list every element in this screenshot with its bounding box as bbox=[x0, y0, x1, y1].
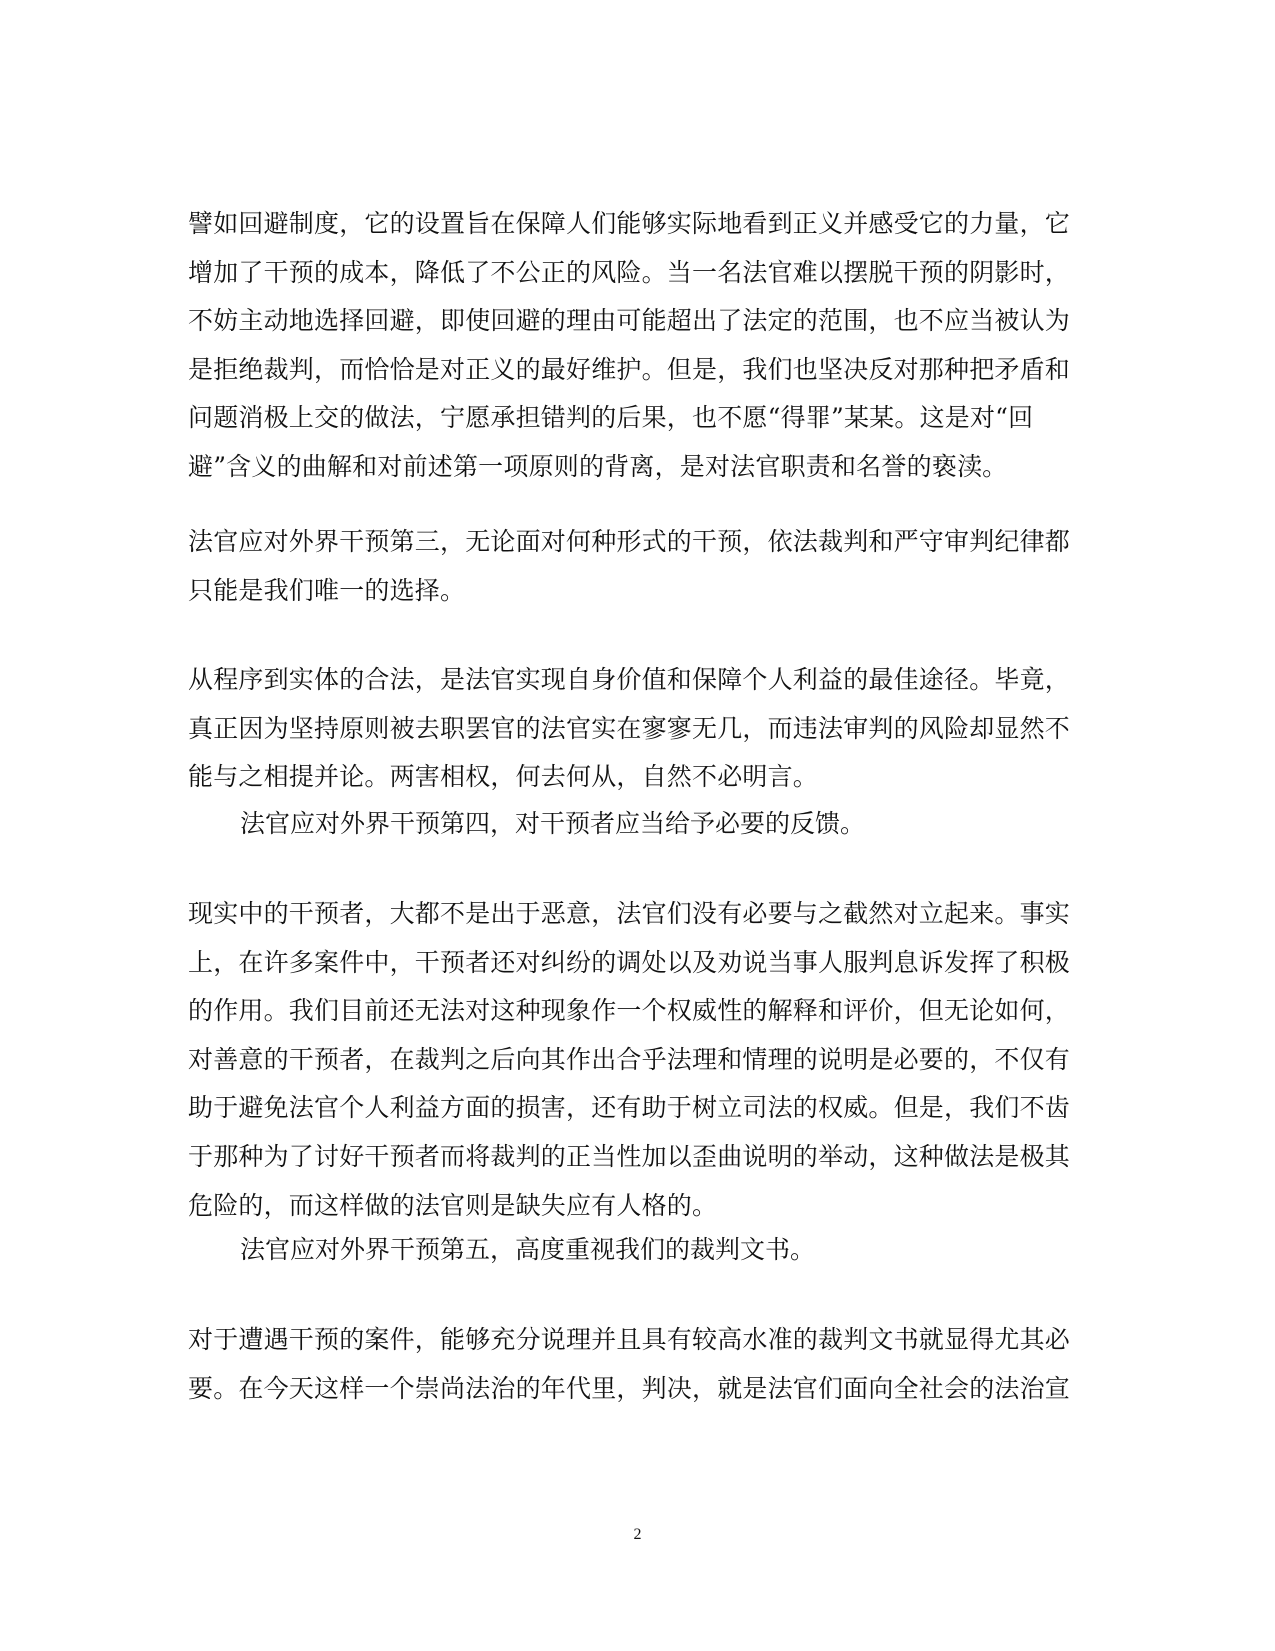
text-line: 譬如回避制度，它的设置旨在保障人们能够实际地看到正义并感受它的力量，它 bbox=[188, 209, 1071, 238]
text-line: 不妨主动地选择回避，即使回避的理由可能超出了法定的范围，也不应当被认为 bbox=[188, 306, 1071, 336]
text-line: 法官应对外界干预第三，无论面对何种形式的干预，依法裁判和严守审判纪律都 bbox=[188, 527, 1071, 556]
text-line: 能与之相提并论。两害相权，何去何从，自然不必明言。 bbox=[188, 762, 819, 792]
paragraph-third-principle bbox=[188, 518, 1071, 615]
text-line: 于那种为了讨好干预者而将裁判的正当性加以歪曲说明的举动，这种做法是极其 bbox=[188, 1141, 1071, 1171]
text-line: 避”含义的曲解和对前述第一项原则的背离，是对法官职责和名誉的亵渎。 bbox=[188, 451, 1008, 481]
text-line: 对善意的干预者，在裁判之后向其作出合乎法理和情理的说明是必要的，不仅有 bbox=[188, 1044, 1071, 1074]
text-line: 从程序到实体的合法，是法官实现自身价值和保障个人利益的最佳途径。毕竟， bbox=[188, 665, 1071, 694]
paragraph-judgment-documents bbox=[188, 1316, 1071, 1413]
text-line: 现实中的干预者，大都不是出于恶意，法官们没有必要与之截然对立起来。事实 bbox=[188, 899, 1071, 928]
paragraph-legality bbox=[188, 656, 1071, 802]
page-number: 2 bbox=[633, 1526, 642, 1543]
text-line: 的作用。我们目前还无法对这种现象作一个权威性的解释和评价，但无论如何， bbox=[188, 996, 1071, 1026]
heading-fifth-principle: 法官应对外界干预第五，高度重视我们的裁判文书。 bbox=[240, 1235, 816, 1264]
text-line: 对于遭遇干预的案件，能够充分说理并且具有较高水准的裁判文书就显得尤其必 bbox=[188, 1325, 1071, 1354]
text-line: 真正因为坚持原则被去职罢官的法官实在寥寥无几，而违法审判的风险却显然不 bbox=[188, 713, 1071, 743]
text-line: 上，在许多案件中，干预者还对纠纷的调处以及劝说当事人服判息诉发挥了积极 bbox=[188, 947, 1071, 977]
text-line: 是拒绝裁判，而恰恰是对正义的最好维护。但是，我们也坚决反对那种把矛盾和 bbox=[188, 354, 1071, 384]
text-line: 问题消极上交的做法，宁愿承担错判的后果，也不愿“得罪”某某。这是对“回 bbox=[188, 403, 1034, 433]
text-line: 要。在今天这样一个崇尚法治的年代里，判决，就是法官们面向全社会的法治宣 bbox=[188, 1373, 1071, 1403]
paragraph-feedback bbox=[188, 890, 1071, 1230]
paragraph-recusal bbox=[188, 200, 1071, 492]
text-line: 增加了干预的成本，降低了不公正的风险。当一名法官难以摆脱干预的阴影时， bbox=[188, 257, 1071, 287]
text-line: 只能是我们唯一的选择。 bbox=[188, 575, 466, 605]
text-line: 危险的，而这样做的法官则是缺失应有人格的。 bbox=[188, 1190, 718, 1220]
text-line: 助于避免法官个人利益方面的损害，还有助于树立司法的权威。但是，我们不齿 bbox=[188, 1093, 1071, 1123]
heading-fourth-principle: 法官应对外界干预第四，对干预者应当给予必要的反馈。 bbox=[240, 809, 866, 838]
